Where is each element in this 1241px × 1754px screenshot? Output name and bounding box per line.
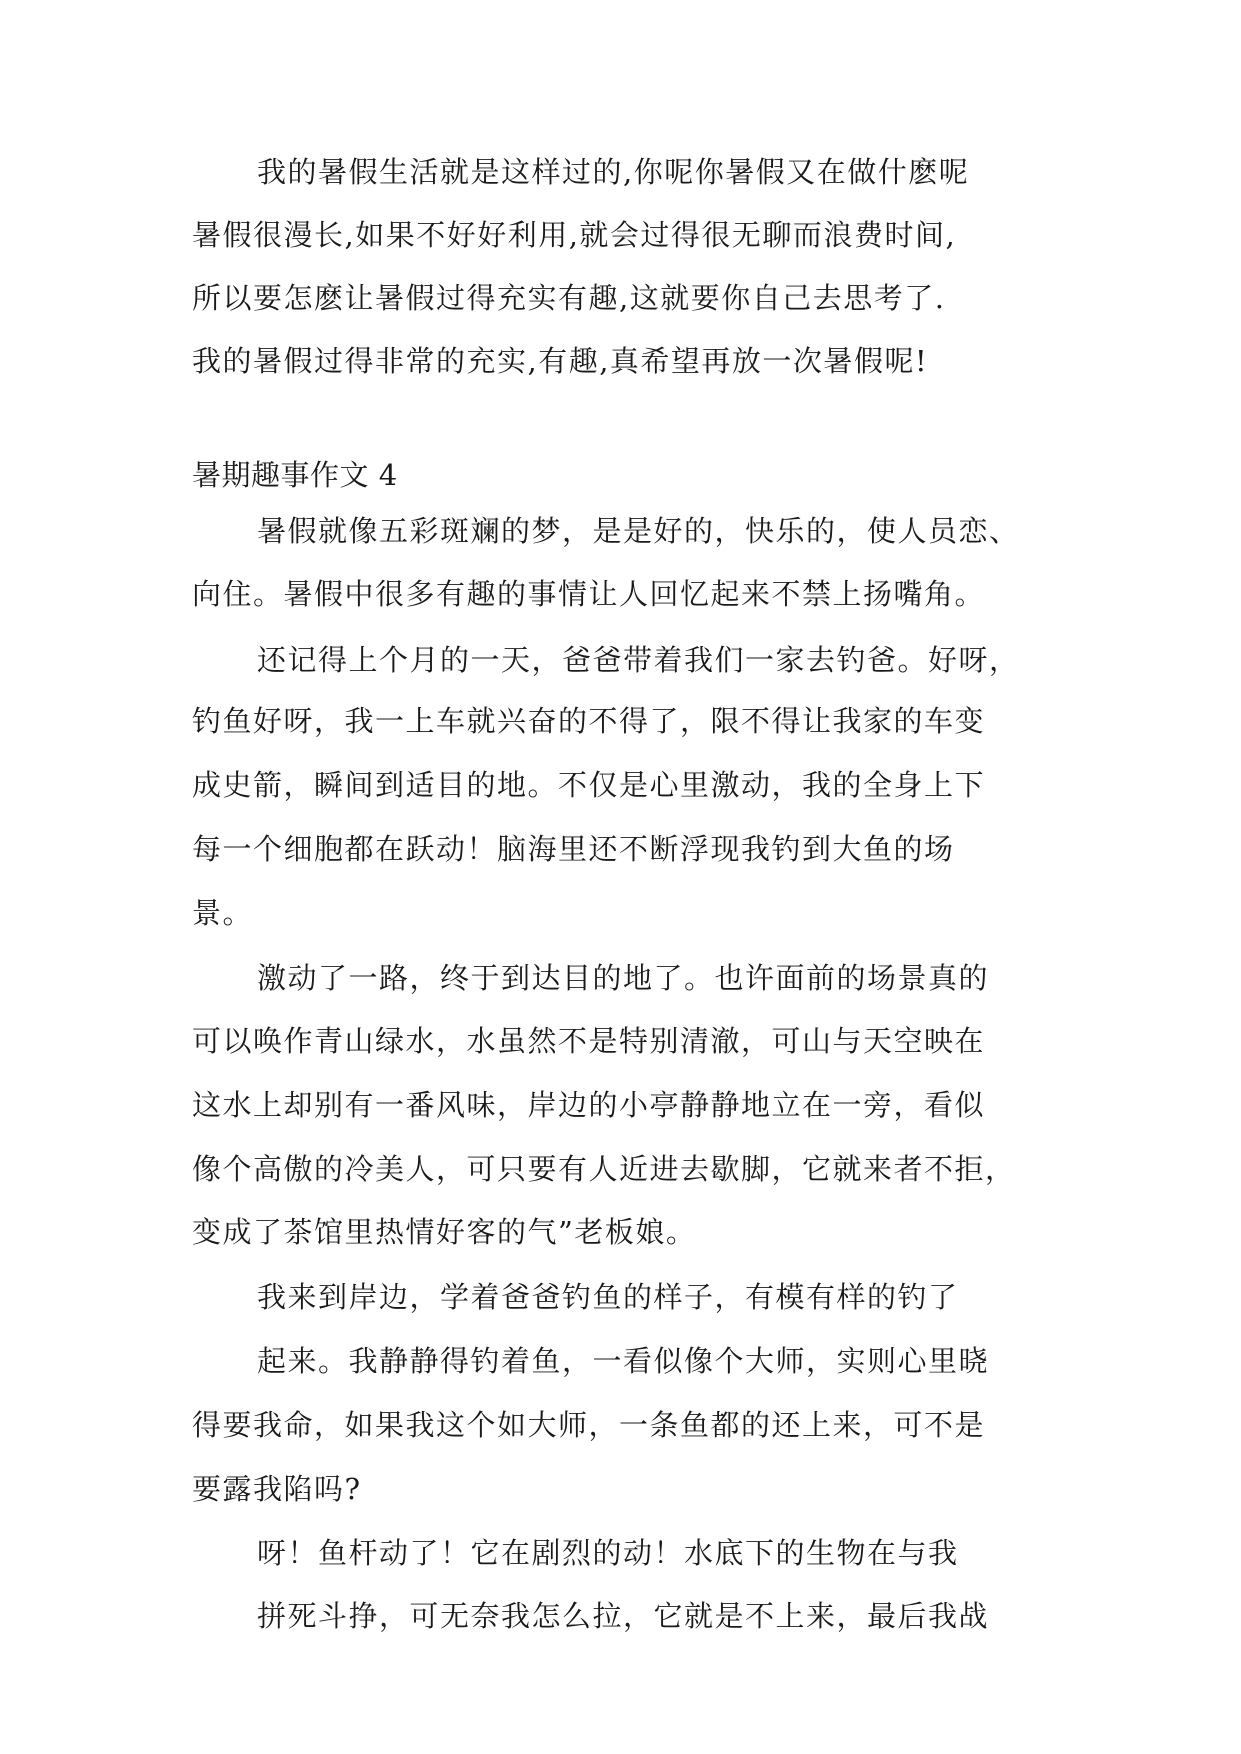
text-line: 变成了茶馆里热情好客的气”老板娘。: [192, 1215, 697, 1249]
text-line: 我来到岸边，学着爸爸钓鱼的样子，有模有样的钓了: [257, 1280, 959, 1314]
text-line: 像个高傲的冷美人，可只要有人近进去歇脚，它就来者不拒，: [192, 1152, 1016, 1186]
text-line: 每一个细胞都在跃动！脑海里还不断浮现我钓到大鱼的场: [192, 832, 955, 866]
text-line: 呀！鱼杆动了！它在剧烈的动！水底下的生物在与我: [257, 1536, 959, 1570]
text-line: 得要我命，如果我这个如大师，一条鱼都的还上来，可不是: [192, 1408, 986, 1442]
text-line: 景。: [192, 896, 254, 930]
text-line: 可以唤作青山绿水，水虽然不是特别清澈，可山与天空映在: [192, 1024, 986, 1058]
text-line: 我的暑假过得非常的充实,有趣,真希望再放一次暑假呢!: [192, 344, 929, 378]
text-line: 所以要怎麽让暑假过得充实有趣,这就要你自己去思考了.: [192, 281, 946, 315]
text-line: 我的暑假生活就是这样过的,你呢你暑假又在做什麽呢: [257, 155, 970, 189]
text-line: 起来。我静静得钓着鱼，一看似像个大师，实则心里晓: [257, 1344, 990, 1378]
text-line: 向住。暑假中很多有趣的事情让人回忆起来不禁上扬嘴角。: [192, 577, 986, 611]
text-line: 暑假很漫长,如果不好好利用,就会过得很无聊而浪费时间,: [192, 218, 957, 252]
text-line: 暑假就像五彩斑斓的梦，是是好的，快乐的，使人员恋、: [257, 514, 1020, 548]
text-line: 钓鱼好呀，我一上车就兴奋的不得了，限不得让我家的车变: [192, 704, 986, 738]
text-line: 拼死斗挣，可无奈我怎么拉，它就是不上来，最后我战: [257, 1599, 990, 1633]
text-line: 激动了一路，终于到达目的地了。也许面前的场景真的: [257, 961, 990, 995]
text-line: 这水上却别有一番风味，岸边的小亭静静地立在一旁，看似: [192, 1088, 986, 1122]
text-line: 要露我陷吗?: [192, 1472, 362, 1506]
text-line: 成史箭，瞬间到适目的地。不仅是心里激动，我的全身上下: [192, 768, 986, 802]
section-heading: 暑期趣事作文 4: [192, 458, 398, 492]
text-line: 还记得上个月的一天，爸爸带着我们一家去钓爸。好呀，: [257, 643, 1020, 677]
